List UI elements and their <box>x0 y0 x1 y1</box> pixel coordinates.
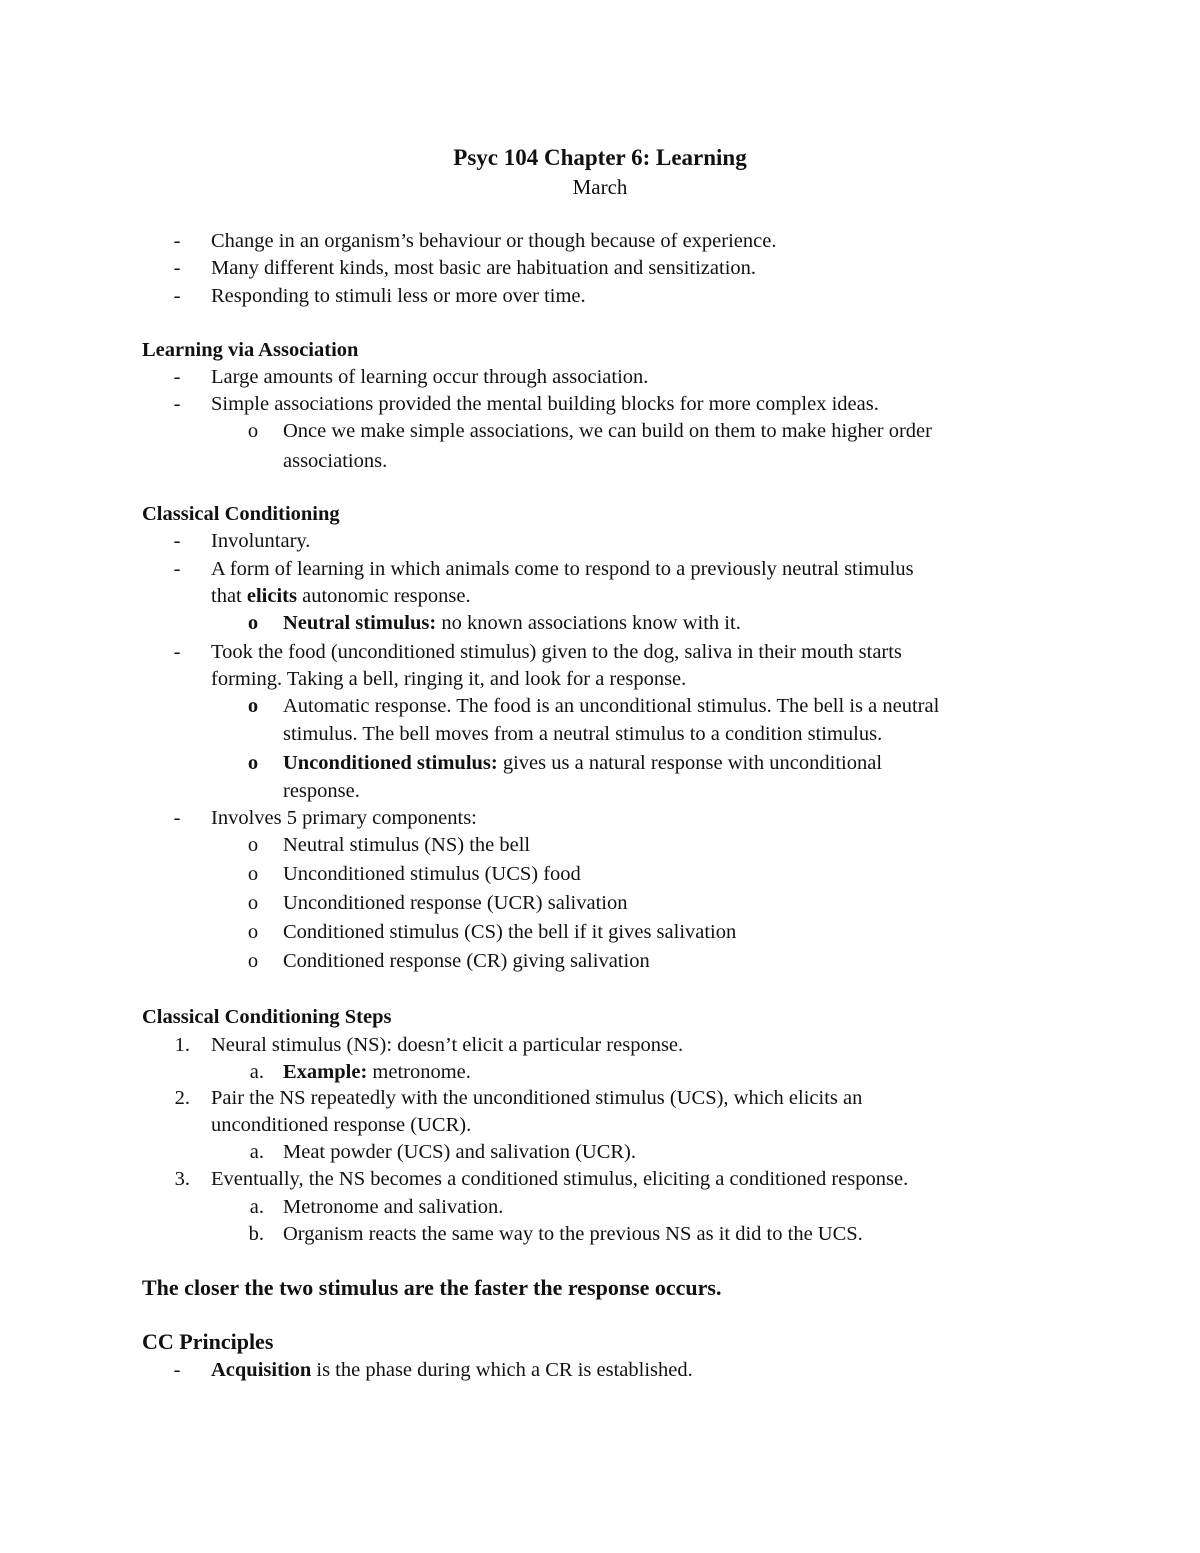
list-item-text: Involves 5 primary components: <box>211 807 477 829</box>
section-heading: Learning via Association <box>142 339 359 361</box>
list-item-text <box>211 583 1061 610</box>
text-run: metronome. <box>367 1061 471 1083</box>
item-letter: a. <box>249 1061 264 1083</box>
item-letter: a. <box>249 1141 264 1163</box>
item-number: 1. <box>174 1034 190 1056</box>
circle-bullet: o <box>247 695 259 717</box>
list-item-text: forming. Taking a bell, ringing it, and look for a response. <box>211 668 687 690</box>
text-run: that <box>211 585 247 607</box>
sub-list-item-text: Unconditioned stimulus (UCS) food <box>283 863 581 885</box>
text-run: no known associations know with it. <box>436 612 741 634</box>
circle-bullet: o <box>247 863 259 885</box>
circle-bullet: o <box>247 921 259 943</box>
list-item-text: unconditioned response (UCR). <box>211 1114 472 1136</box>
sub-list-item-text: Neutral stimulus (NS) the bell <box>283 834 531 856</box>
dash-bullet: - <box>173 1359 181 1381</box>
sub-list-item-text: Organism reacts the same way to the previous NS as it did to the UCS. <box>283 1223 863 1245</box>
item-number: 2. <box>174 1087 190 1109</box>
page-subtitle: March <box>572 175 628 199</box>
sub-list-item-text <box>283 750 1063 777</box>
sub-list-item-text: stimulus. The bell moves from a neutral stimulus to a condition stimulus. <box>283 723 883 745</box>
list-item-text: Neural stimulus (NS): doesn’t elicit a particular response. <box>211 1034 684 1056</box>
item-letter: b. <box>248 1223 264 1245</box>
circle-bullet: o <box>247 752 259 774</box>
bold-term: elicits <box>246 585 297 607</box>
section-heading: Classical Conditioning <box>142 503 340 525</box>
sub-list-item-text <box>283 1059 1063 1086</box>
sub-list-item-text: response. <box>283 780 360 802</box>
page-title: Psyc 104 Chapter 6: Learning <box>453 145 747 170</box>
list-item-text: Pair the NS repeatedly with the unconditioned stimulus (UCS), which elicits an <box>211 1087 863 1109</box>
section-heading: Classical Conditioning Steps <box>142 1006 392 1028</box>
sub-list-item-text: Unconditioned response (UCR) salivation <box>283 892 628 914</box>
text-run: is the phase during which a CR is established. <box>311 1359 693 1381</box>
list-item-text: Simple associations provided the mental building blocks for more complex ideas. <box>211 393 879 415</box>
dash-bullet: - <box>173 230 181 252</box>
item-number: 3. <box>174 1168 190 1190</box>
dash-bullet: - <box>173 530 181 552</box>
dash-bullet: - <box>173 558 181 580</box>
item-letter: a. <box>249 1196 264 1218</box>
sub-list-item-text: associations. <box>283 450 388 472</box>
dash-bullet: - <box>173 366 181 388</box>
circle-bullet: o <box>247 892 259 914</box>
list-item-text: Many different kinds, most basic are habituation and sensitization. <box>211 257 757 279</box>
dash-bullet: - <box>173 393 181 415</box>
bold-term: Unconditioned stimulus: <box>283 752 498 774</box>
list-item-text <box>211 1357 1061 1384</box>
bold-term: Example: <box>283 1061 368 1083</box>
list-item-text: Involuntary. <box>211 530 311 552</box>
dash-bullet: - <box>173 285 181 307</box>
dash-bullet: - <box>173 807 181 829</box>
sub-list-item-text <box>283 610 1063 637</box>
sub-list-item-text: Metronome and salivation. <box>283 1196 504 1218</box>
bold-note: The closer the two stimulus are the faster the response occurs. <box>142 1275 722 1300</box>
sub-list-item-text: Conditioned response (CR) giving salivation <box>283 950 650 972</box>
sub-list-item-text: Meat powder (UCS) and salivation (UCR). <box>283 1141 636 1163</box>
bold-term: Acquisition <box>211 1359 312 1381</box>
list-item-text: Responding to stimuli less or more over time. <box>211 285 586 307</box>
text-run: gives us a natural response with unconditional <box>497 752 883 774</box>
sub-list-item-text: Once we make simple associations, we can build on them to make higher order <box>283 420 932 442</box>
dash-bullet: - <box>173 641 181 663</box>
list-item-text: Large amounts of learning occur through association. <box>211 366 649 388</box>
text-run: autonomic response. <box>296 585 471 607</box>
list-item-text: A form of learning in which animals come to respond to a previously neutral stimulus <box>211 558 914 580</box>
sub-list-item-text: Automatic response. The food is an unconditional stimulus. The bell is a neutral <box>283 695 940 717</box>
circle-bullet: o <box>247 834 259 856</box>
list-item-text: Change in an organism’s behaviour or though because of experience. <box>211 230 777 252</box>
bold-term: Neutral stimulus: <box>283 612 437 634</box>
circle-bullet: o <box>247 612 259 634</box>
circle-bullet: o <box>247 950 259 972</box>
circle-bullet: o <box>247 420 259 442</box>
dash-bullet: - <box>173 257 181 279</box>
list-item-text: Took the food (unconditioned stimulus) given to the dog, saliva in their mouth starts <box>211 641 902 663</box>
section-heading: CC Principles <box>142 1329 274 1354</box>
sub-list-item-text: Conditioned stimulus (CS) the bell if it gives salivation <box>283 921 737 943</box>
list-item-text: Eventually, the NS becomes a conditioned stimulus, eliciting a conditioned response. <box>211 1168 909 1190</box>
